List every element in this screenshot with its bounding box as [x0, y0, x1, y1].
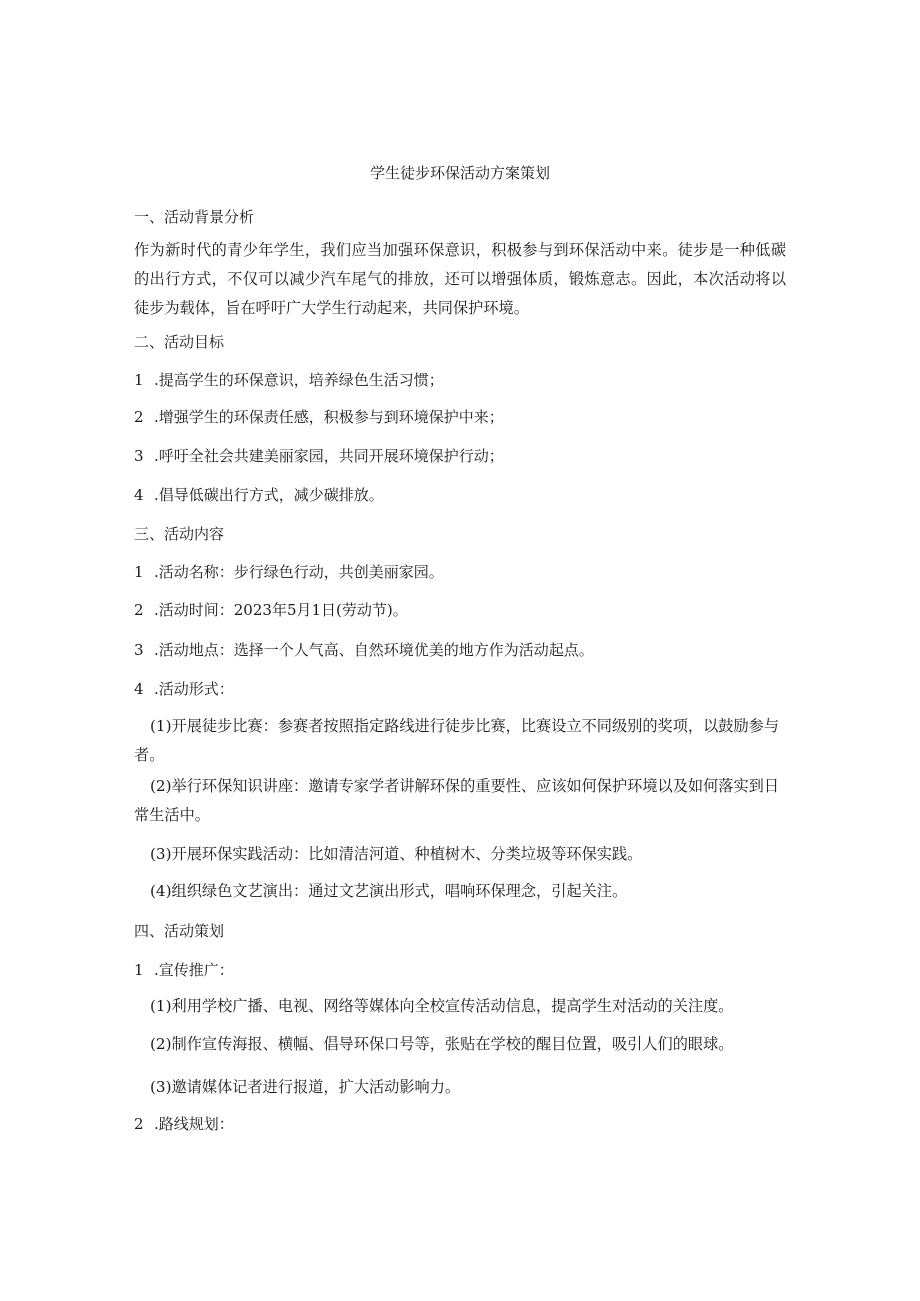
content-item — [134, 678, 786, 700]
planning-item — [134, 959, 786, 981]
content-item — [134, 599, 786, 621]
content-item-text: .活动地点：选择一个人气高、自然环境优美的地方作为活动起点。 — [154, 641, 594, 659]
activity-form-subitem: (1)开展徒步比赛：参赛者按照指定路线进行徒步比赛，比赛设立不同级别的奖项，以鼓励参与者。 — [134, 717, 780, 764]
content-item-number: 3 — [134, 641, 144, 659]
section-heading-content: 三、活动内容 — [134, 525, 225, 543]
goal-item-text: .增强学生的环保责任感，积极参与到环境保护中来； — [154, 408, 504, 426]
planning-item — [134, 1113, 786, 1135]
planning-item-text: .路线规划： — [154, 1115, 234, 1133]
content-item-text: .活动时间：2023年5月1日(劳动节)。 — [154, 601, 408, 619]
section-heading-goals: 二、活动目标 — [134, 333, 225, 351]
content-item — [134, 561, 786, 583]
promotion-subitem: (1)利用学校广播、电视、网络等媒体向全校宣传活动信息，提高学生对活动的关注度。 — [150, 997, 734, 1015]
content-item-text: .活动形式： — [154, 680, 234, 698]
document-title: 学生徒步环保活动方案策划 — [369, 164, 550, 182]
planning-item-text: .宣传推广： — [154, 961, 234, 979]
activity-form-subitem: (3)开展环保实践活动：比如清洁河道、种植树木、分类垃圾等环保实践。 — [150, 845, 643, 863]
goal-item-text: .倡导低碳出行方式，减少碳排放。 — [154, 486, 384, 504]
goal-item — [134, 445, 786, 467]
goal-item — [134, 406, 786, 428]
content-item-text: .活动名称：步行绿色行动，共创美丽家园。 — [154, 563, 444, 581]
section-heading-planning: 四、活动策划 — [134, 922, 225, 940]
background-paragraph: 作为新时代的青少年学生，我们应当加强环保意识，积极参与到环保活动中来。徒步是一种低碳的出行方式，不仅可以减少汽车尾气的排放，还可以增强体质，锻炼意志。因此，本次活动将以徒步为载体，旨在呼吁广大学生行动起来，共同保护环境。 — [134, 241, 786, 317]
section-heading-background: 一、活动背景分析 — [134, 208, 255, 226]
planning-item-number: 2 — [134, 1115, 144, 1133]
goal-item-number: 2 — [134, 408, 144, 426]
goal-item — [134, 484, 786, 506]
promotion-subitem: (3)邀请媒体记者进行报道，扩大活动影响力。 — [150, 1078, 461, 1096]
content-item-number: 1 — [134, 563, 144, 581]
content-item-number: 4 — [134, 680, 144, 698]
activity-form-subitem: (4)组织绿色文艺演出：通过文艺演出形式，唱响环保理念，引起关注。 — [150, 882, 628, 900]
goal-item-number: 3 — [134, 447, 144, 465]
content-item-number: 2 — [134, 601, 144, 619]
activity-form-subitem: (2)举行环保知识讲座：邀请专家学者讲解环保的重要性、应该如何保护环境以及如何落实到日常生活中。 — [134, 777, 780, 824]
goal-item-number: 4 — [134, 486, 144, 504]
goal-item-text: .提高学生的环保意识，培养绿色生活习惯； — [154, 371, 444, 389]
goal-item-text: .呼吁全社会共建美丽家园，共同开展环境保护行动； — [154, 447, 504, 465]
planning-item-number: 1 — [134, 961, 144, 979]
promotion-subitem: (2)制作宣传海报、横幅、倡导环保口号等，张贴在学校的醒目位置，吸引人们的眼球。 — [150, 1035, 734, 1053]
goal-item-number: 1 — [134, 371, 144, 389]
content-item — [134, 639, 786, 661]
goal-item — [134, 369, 786, 391]
